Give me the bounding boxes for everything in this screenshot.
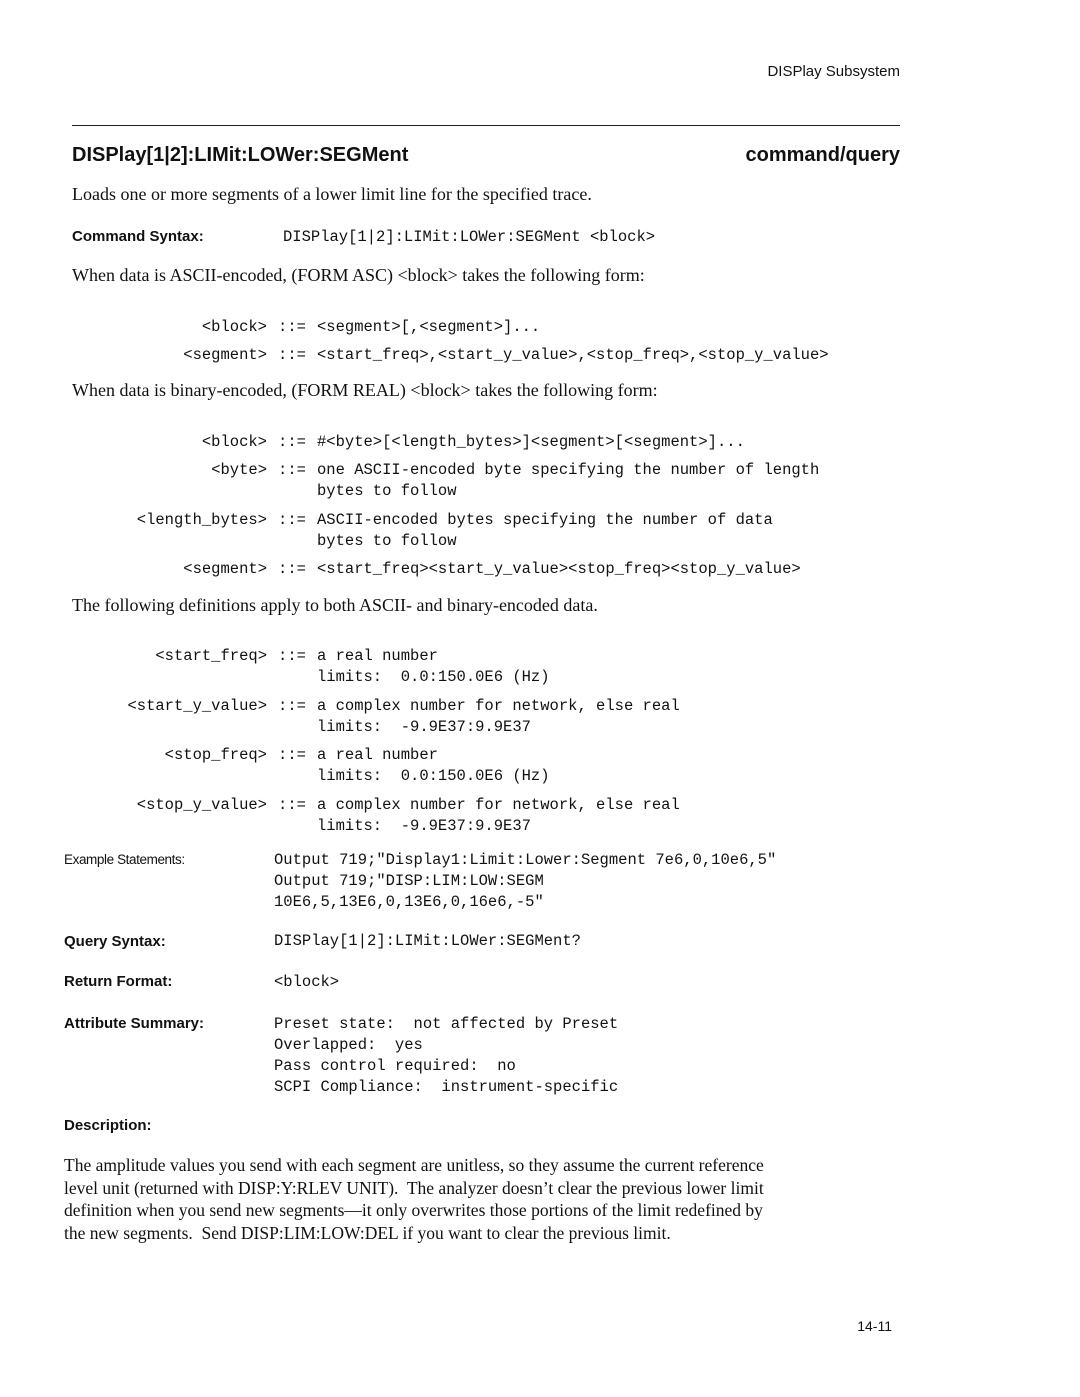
def-text: ASCII-encoded bytes specifying the number of data bytes to follow [317, 511, 773, 550]
def-term: <stop_freq> [164, 746, 267, 764]
def-text: a real number limits: 0.0:150.0E6 (Hz) [317, 746, 550, 785]
query-syntax-value: DISPlay[1|2]:LIMit:LOWer:SEGMent? [274, 932, 581, 950]
def-text: a complex number for network, else real limits: -9.9E37:9.9E37 [317, 796, 680, 835]
ascii-form-intro: When data is ASCII-encoded, (FORM ASC) <block> takes the following form: [72, 265, 645, 285]
def-term: <length_bytes> [136, 511, 267, 529]
def-operator: ::= [278, 433, 306, 451]
page-number: 14-11 [857, 1318, 892, 1334]
ascii-block-def [72, 317, 540, 338]
def-operator: ::= [278, 560, 306, 578]
binary-block-def [72, 432, 745, 453]
attribute-summary-value: Preset state: not affected by Preset Overlapped: yes Pass control required: no SCPI Compliance: instrument-specific [274, 1015, 619, 1096]
definitions-intro: The following definitions apply to both ASCII- and binary-encoded data. [72, 595, 598, 615]
def-term: <byte> [211, 461, 267, 479]
def-term: <stop_y_value> [136, 796, 267, 814]
return-format-label: Return Format: [64, 973, 173, 990]
def-text: a real number limits: 0.0:150.0E6 (Hz) [317, 647, 550, 686]
def-operator: ::= [278, 796, 306, 814]
example-statements-label: Example Statements: [64, 852, 185, 867]
query-syntax-label: Query Syntax: [64, 933, 166, 950]
def-term: <segment> [183, 560, 267, 578]
command-syntax-label: Command Syntax: [72, 228, 204, 245]
example-statements-value: Output 719;"Display1:Limit:Lower:Segment 7e6,0,10e6,5" Output 719;"DISP:LIM:LOW:SEGM 10E6,5,13E6,0,13E6,0,16e6,-5" [274, 851, 777, 911]
def-text: <segment>[,<segment>]... [317, 318, 541, 336]
def-operator: ::= [278, 746, 306, 764]
binary-form-intro: When data is binary-encoded, (FORM REAL) <block> takes the following form: [72, 380, 658, 400]
def-term: <start_y_value> [127, 697, 267, 715]
binary-byte-def [72, 460, 819, 502]
def-text: <start_freq><start_y_value><stop_freq><stop_y_value> [317, 560, 801, 578]
def-text: a complex number for network, else real limits: -9.9E37:9.9E37 [317, 697, 680, 736]
start-y-value-def [72, 696, 680, 738]
def-operator: ::= [278, 461, 306, 479]
description-label: Description: [64, 1117, 152, 1134]
def-operator: ::= [278, 346, 306, 364]
def-term: <segment> [183, 346, 267, 364]
running-header: DISPlay Subsystem [767, 63, 900, 80]
def-operator: ::= [278, 647, 306, 665]
description-text: The amplitude values you send with each segment are unitless, so they assume the current reference level unit (returned with DISP:Y:RLEV UNIT). The analyzer doesn’t clear the previous lower limit definition when you send new segments—it only overwrites those portions of the limit redefined by the new segments. Send DISP:LIM:LOW:DEL if you want to clear the previous limit. [64, 1155, 764, 1243]
start-freq-def [72, 646, 550, 688]
def-text: #<byte>[<length_bytes>]<segment>[<segment>]... [317, 433, 745, 451]
def-text: <start_freq>,<start_y_value>,<stop_freq>,<stop_y_value> [317, 346, 829, 364]
return-format-value: <block> [274, 973, 340, 991]
def-operator: ::= [278, 318, 306, 336]
stop-y-value-def [72, 795, 680, 837]
command-title: DISPlay[1|2]:LIMit:LOWer:SEGMent [72, 144, 409, 166]
attribute-summary-label: Attribute Summary: [64, 1015, 205, 1032]
def-text: one ASCII-encoded byte specifying the number of length bytes to follow [317, 461, 820, 500]
command-type: command/query [745, 144, 900, 166]
def-operator: ::= [278, 511, 306, 529]
stop-freq-def [72, 745, 550, 787]
header-rule [72, 125, 900, 126]
binary-segment-def [72, 559, 801, 580]
def-term: <block> [201, 433, 267, 451]
command-summary: Loads one or more segments of a lower limit line for the specified trace. [72, 184, 592, 204]
def-operator: ::= [278, 697, 306, 715]
ascii-segment-def [72, 345, 829, 366]
binary-length-bytes-def [72, 510, 773, 552]
command-syntax-value: DISPlay[1|2]:LIMit:LOWer:SEGMent <block> [283, 228, 656, 246]
def-term: <start_freq> [155, 647, 267, 665]
def-term: <block> [201, 318, 267, 336]
